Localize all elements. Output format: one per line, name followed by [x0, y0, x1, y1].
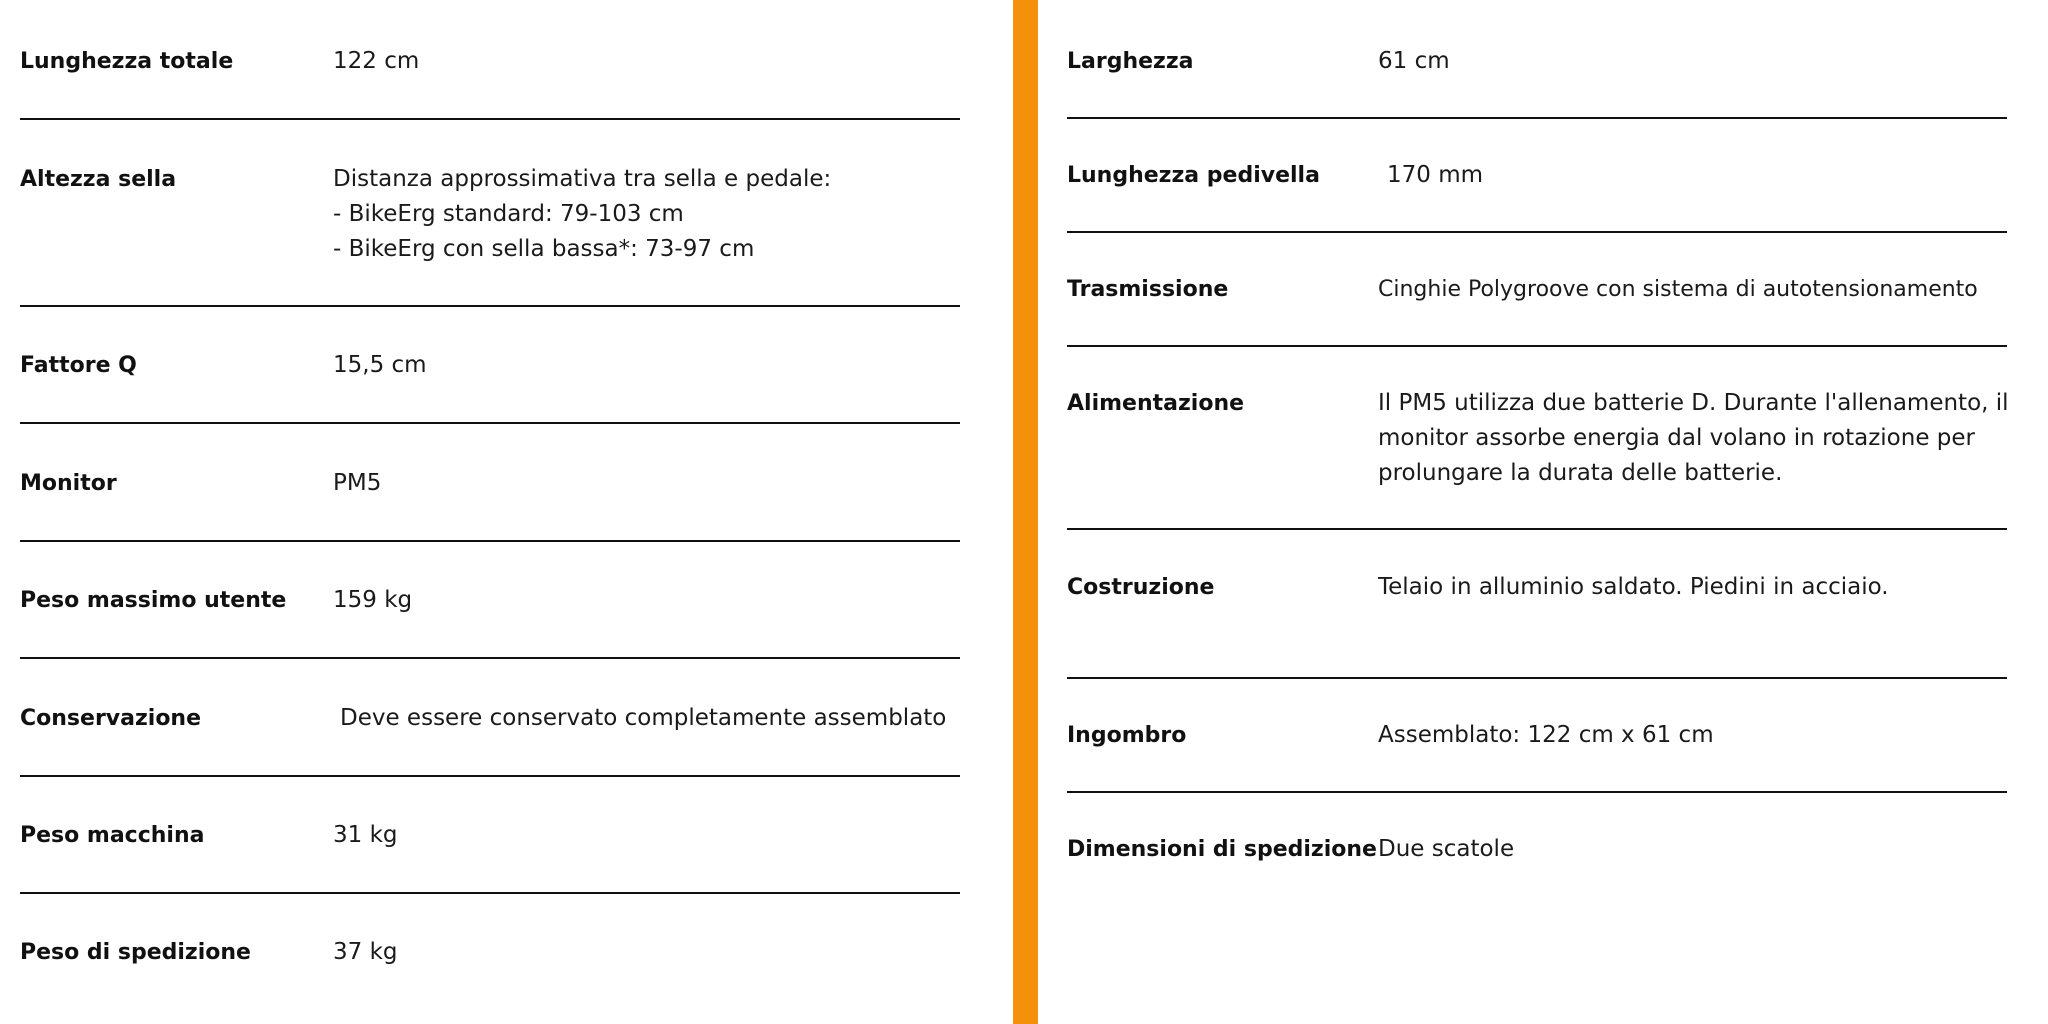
- spec-value: 61 cm: [1378, 48, 1450, 74]
- spec-value: Assemblato: 122 cm x 61 cm: [1378, 722, 1714, 748]
- accent-divider: [1013, 0, 1038, 1024]
- spec-label: Altezza sella: [20, 167, 177, 192]
- spec-label: Lunghezza totale: [20, 49, 234, 74]
- row-divider: [20, 118, 960, 120]
- spec-label: Fattore Q: [20, 353, 137, 378]
- spec-value: Il PM5 utilizza due batterie D. Durante l'allenamento, il monitor assorbe energia dal volano in rotazione per prolungare la durata delle batterie.: [1378, 390, 2009, 486]
- spec-label: Peso di spedizione: [20, 940, 251, 965]
- spec-value: 31 kg: [333, 822, 398, 848]
- spec-label: Lunghezza pedivella: [1067, 163, 1320, 188]
- spec-value: Telaio in alluminio saldato. Piedini in acciaio.: [1378, 574, 1889, 600]
- row-divider: [20, 657, 960, 659]
- spec-value: 170 mm: [1387, 162, 1484, 188]
- spec-label: Costruzione: [1067, 575, 1215, 600]
- row-divider: [1067, 528, 2007, 530]
- spec-label: Peso massimo utente: [20, 588, 287, 613]
- spec-label: Conservazione: [20, 706, 202, 731]
- spec-value: Deve essere conservato completamente assemblato: [340, 705, 947, 731]
- row-divider: [20, 305, 960, 307]
- row-divider: [20, 422, 960, 424]
- spec-label: Alimentazione: [1067, 391, 1245, 416]
- spec-value: PM5: [333, 470, 382, 496]
- row-divider: [1067, 231, 2007, 233]
- row-divider: [20, 775, 960, 777]
- row-divider: [20, 892, 960, 894]
- row-divider: [1067, 791, 2007, 793]
- spec-label: Monitor: [20, 471, 117, 496]
- spec-value: 122 cm: [333, 48, 420, 74]
- spec-value: 159 kg: [333, 587, 413, 613]
- spec-value: Due scatole: [1378, 836, 1515, 862]
- spec-label: Ingombro: [1067, 723, 1187, 748]
- row-divider: [1067, 677, 2007, 679]
- spec-value: 15,5 cm: [333, 352, 427, 378]
- spec-label: Larghezza: [1067, 49, 1194, 74]
- spec-value: Cinghie Polygroove con sistema di autotensionamento: [1378, 277, 1978, 302]
- spec-value: 37 kg: [333, 939, 398, 965]
- row-divider: [1067, 345, 2007, 347]
- spec-label: Peso macchina: [20, 823, 205, 848]
- row-divider: [1067, 117, 2007, 119]
- spec-label: Dimensioni di spedizione: [1067, 837, 1377, 862]
- spec-label: Trasmissione: [1067, 277, 1229, 302]
- row-divider: [20, 540, 960, 542]
- spec-value: Distanza approssimativa tra sella e pedale: - BikeErg standard: 79-103 cm - BikeErg con sella bassa*: 73-97 cm: [333, 166, 832, 262]
